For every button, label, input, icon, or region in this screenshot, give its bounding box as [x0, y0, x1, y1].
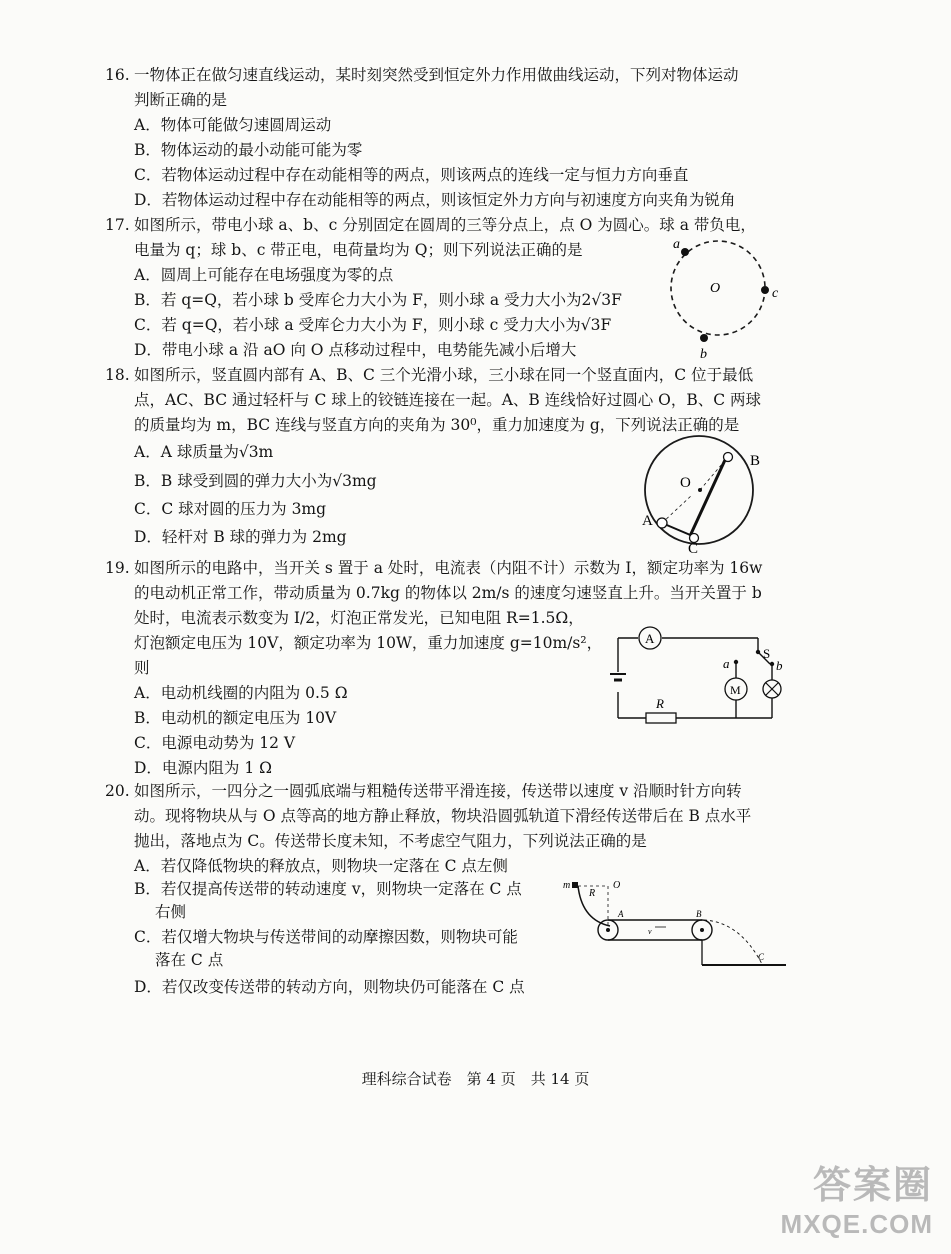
q20-b-label: B	[696, 909, 702, 919]
q17-option-b: B．若 q=Q，若小球 b 受库仑力大小为 F，则小球 a 受力大小为2√3F	[134, 291, 622, 309]
q19-stem-line1: 如图所示的电路中，当开关 s 置于 a 处时，电流表（内阻不计）示数为 I，额定功率为 16w	[134, 559, 763, 577]
q17-stem-line2: 电量为 q；球 b、c 带正电，电荷量均为 Q；则下列说法正确的是	[134, 241, 583, 259]
q19-option-c: C．电源电动势为 12 V	[134, 734, 296, 752]
q20-option-c-line1: C．若仅增大物块与传送带间的动摩擦因数，则物块可能	[134, 928, 518, 946]
watermark-logo	[781, 1154, 933, 1240]
watermark-bottom: MXQE.COM	[780, 1209, 933, 1239]
q17-label-c: c	[772, 286, 779, 301]
q20-conveyor-figure	[560, 872, 790, 972]
q19-b-label: b	[776, 658, 783, 673]
q18-label-c: C	[688, 541, 699, 555]
q17-stem-line1: 如图所示，带电小球 a、b、c 分别固定在圆周的三等分点上，点 O 为圆心。球 a 带负电，	[134, 216, 756, 234]
q16-option-b: B．物体运动的最小动能可能为零	[134, 141, 363, 159]
q18-stem-line2: 点，AC、BC 通过轻杆与 C 球上的铰链连接在一起。A、B 连线恰好过圆心 O，B、C 两球	[134, 391, 762, 409]
q20-v-label: v	[648, 927, 652, 936]
q19-resistor-label: R	[656, 696, 664, 711]
q16-option-a: A．物体可能做匀速圆周运动	[134, 116, 332, 134]
q19-switch-label: S	[763, 646, 771, 661]
q18-label-o: O	[680, 475, 691, 491]
page-footer: 理科综合试卷 第 4 页 共 14 页	[361, 1070, 590, 1088]
q19-stem-line4: 灯泡额定电压为 10V，额定功率为 10W，重力加速度 g=10m/s²，	[134, 634, 603, 652]
q20-stem-line3: 抛出，落地点为 C。传送带长度未知，不考虑空气阻力，下列说法正确的是	[134, 832, 647, 850]
q20-o-label: O	[613, 880, 621, 891]
q20-number: 20.	[105, 782, 130, 800]
q17-label-a: a	[673, 237, 680, 252]
q17-label-o: O	[710, 281, 721, 296]
q17-circle-figure	[660, 232, 790, 367]
q17-number: 17.	[105, 216, 130, 234]
q19-option-a: A．电动机线圈的内阻为 0.5 Ω	[134, 684, 348, 702]
q19-motor-label: M	[730, 683, 741, 697]
q19-circuit-figure	[600, 620, 795, 730]
q19-stem-line2: 的电动机正常工作，带动质量为 0.7kg 的物体以 2m/s 的速度匀速竖直上升。当开关置于 b	[134, 584, 762, 602]
q18-option-c: C．C 球对圆的压力为 3mg	[134, 500, 327, 518]
q16-stem-line2: 判断正确的是	[134, 91, 228, 109]
q19-number: 19.	[105, 559, 130, 577]
q19-ammeter-label: A	[645, 631, 655, 646]
q20-option-b-line1: B．若仅提高传送带的转动速度 v，则物块一定落在 C 点	[134, 880, 522, 898]
q20-stem-line1: 如图所示，一四分之一圆弧底端与粗糙传送带平滑连接，传送带以速度 v 沿顺时针方向转	[134, 782, 742, 800]
q20-option-b-line2: 右侧	[155, 903, 187, 921]
q20-option-d: D．若仅改变传送带的转动方向，则物块仍可能落在 C 点	[134, 978, 525, 996]
q20-a-label: A	[618, 909, 624, 919]
q20-option-c-line2: 落在 C 点	[155, 951, 224, 969]
q18-stem-line3: 的质量均为 m，BC 连线与竖直方向的夹角为 30⁰，重力加速度为 g，下列说法正确的是	[134, 416, 740, 434]
q18-stem-line1: 如图所示，竖直圆内部有 A、B、C 三个光滑小球，三小球在同一个竖直面内，C 位于最低	[134, 366, 754, 384]
q16-option-d: D．若物体运动过程中存在动能相等的两点，则该恒定外力方向与初速度方向夹角为锐角	[134, 191, 736, 209]
q17-label-b: b	[700, 347, 707, 362]
q19-option-b: B．电动机的额定电压为 10V	[134, 709, 337, 727]
q17-option-c: C．若 q=Q，若小球 a 受库仑力大小为 F，则小球 c 受力大小为√3F	[134, 316, 612, 334]
q18-option-b: B．B 球受到圆的弹力大小为√3mg	[134, 472, 377, 490]
q19-a-label: a	[723, 656, 730, 671]
q17-option-a: A．圆周上可能存在电场强度为零的点	[134, 266, 394, 284]
q16-option-c: C．若物体运动过程中存在动能相等的两点，则该两点的连线一定与恒力方向垂直	[134, 166, 689, 184]
q18-option-a: A．A 球质量为√3m	[134, 443, 274, 461]
q17-option-d: D．带电小球 a 沿 aO 向 O 点移动过程中，电势能先减小后增大	[134, 341, 577, 359]
q20-stem-line2: 动。现将物块从与 O 点等高的地方静止释放，物块沿圆弧轨道下滑经传送带后在 B 点水平	[134, 807, 752, 825]
q16-number: 16.	[105, 66, 130, 84]
q19-stem-line5: 则	[134, 659, 150, 677]
q19-option-d: D．电源内阻为 1 Ω	[134, 759, 272, 777]
q16-stem-line1: 一物体正在做匀速直线运动，某时刻突然受到恒定外力作用做曲线运动，下列对物体运动	[134, 66, 739, 84]
q18-option-d: D．轻杆对 B 球的弹力为 2mg	[134, 528, 347, 546]
q18-label-b: B	[750, 453, 761, 469]
q18-circle-figure	[632, 435, 782, 555]
q19-stem-line3: 处时，电流表示数变为 I/2，灯泡正常发光，已知电阻 R=1.5Ω，	[134, 609, 584, 627]
q18-label-a: A	[642, 513, 653, 529]
q20-mass-label: m	[563, 880, 571, 891]
watermark-top: 答案圈	[812, 1165, 933, 1207]
q20-radius-label: R	[589, 888, 596, 899]
q20-c-label: C	[758, 952, 765, 962]
q18-number: 18.	[105, 366, 130, 384]
q20-option-a: A．若仅降低物块的释放点，则物块一定落在 C 点左侧	[134, 857, 508, 875]
